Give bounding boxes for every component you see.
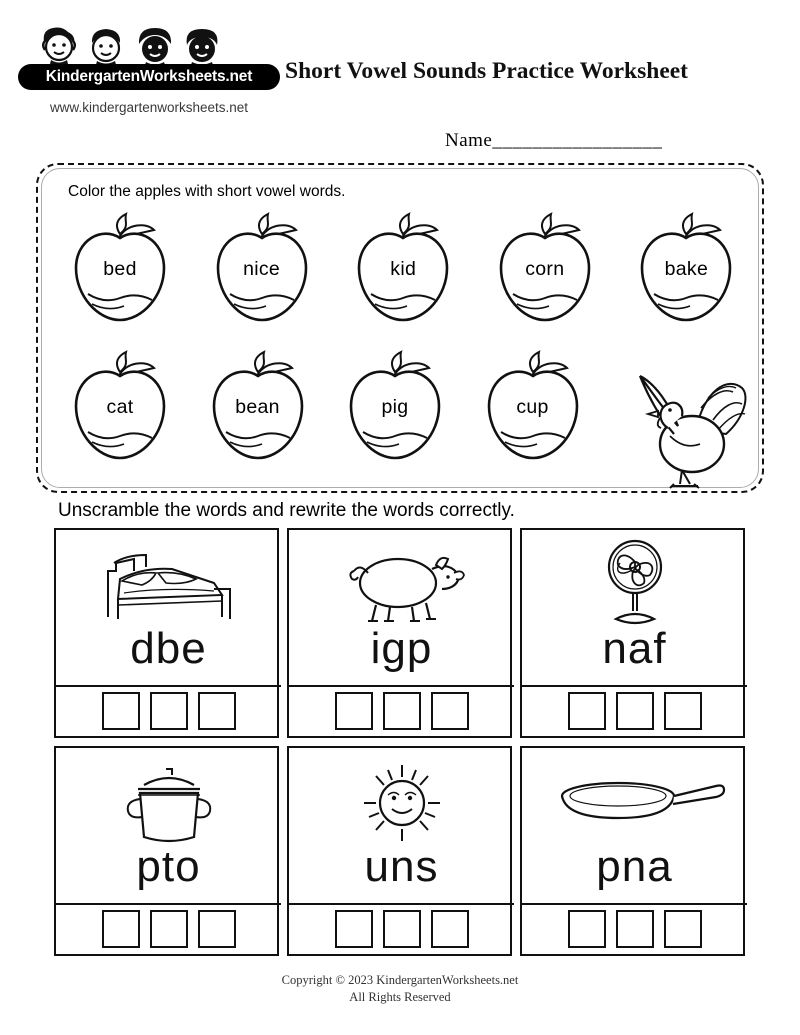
apple-row-2 [50, 348, 750, 498]
letter-box[interactable] [102, 692, 140, 730]
letter-box[interactable] [568, 692, 606, 730]
apple-item[interactable] [325, 348, 455, 476]
kid-face-icon-1 [38, 24, 82, 68]
unscramble-item [54, 528, 279, 738]
apple-item[interactable] [475, 210, 609, 338]
unscramble-row-2 [54, 746, 746, 956]
apple-item[interactable] [333, 210, 467, 338]
divider [56, 903, 281, 905]
letter-box[interactable] [150, 910, 188, 948]
fan-icon [522, 534, 747, 632]
apple-item[interactable] [463, 348, 593, 476]
apple-word: bed [103, 258, 137, 280]
apple-word: cup [516, 396, 549, 418]
apple-word: kid [390, 258, 417, 280]
apple-item[interactable] [50, 348, 180, 476]
letter-box[interactable] [616, 910, 654, 948]
letter-box[interactable] [431, 910, 469, 948]
kid-face-icon-2 [85, 24, 129, 68]
divider [522, 685, 747, 687]
apple-row-1 [50, 210, 750, 338]
letter-box[interactable] [102, 910, 140, 948]
letter-box[interactable] [383, 910, 421, 948]
name-field-label[interactable]: Name_________________ [445, 130, 663, 151]
copyright-text: Copyright © 2023 KindergartenWorksheets.net [281, 973, 519, 987]
rights-text: All Rights Reserved [349, 989, 451, 1004]
pot-icon [56, 752, 281, 850]
turkey-icon [600, 348, 750, 498]
unscramble-row-1 [54, 528, 746, 738]
apple-word: bean [235, 396, 280, 418]
answer-boxes[interactable] [522, 692, 747, 730]
sun-icon [289, 752, 514, 850]
logo-text: KindergartenWorksheets.net [45, 68, 253, 85]
answer-boxes[interactable] [56, 910, 281, 948]
scrambled-word: pna [596, 842, 673, 891]
letter-box[interactable] [568, 910, 606, 948]
letter-box[interactable] [335, 692, 373, 730]
letter-box[interactable] [335, 910, 373, 948]
site-logo[interactable] [18, 24, 280, 115]
divider [289, 685, 514, 687]
apple-item[interactable] [192, 210, 326, 338]
unscramble-item [54, 746, 279, 956]
instruction-color-apples: Color the apples with short vowel words. [68, 183, 346, 200]
logo-wordmark [18, 64, 280, 90]
letter-box[interactable] [150, 692, 188, 730]
kid-face-icon-3 [133, 24, 177, 68]
answer-boxes[interactable] [56, 692, 281, 730]
divider [289, 903, 514, 905]
apple-word: nice [243, 258, 281, 280]
scrambled-word: uns [364, 842, 439, 891]
page-title: Short Vowel Sounds Practice Worksheet [285, 58, 688, 84]
apple-item[interactable] [616, 210, 750, 338]
letter-box[interactable] [431, 692, 469, 730]
answer-boxes[interactable] [289, 692, 514, 730]
apple-word: cat [106, 396, 134, 418]
unscramble-item [287, 746, 512, 956]
pan-icon [522, 752, 747, 850]
bed-icon [56, 534, 281, 632]
unscramble-grid [54, 528, 746, 964]
letter-box[interactable] [198, 910, 236, 948]
apple-item[interactable] [50, 210, 184, 338]
unscramble-item [520, 746, 745, 956]
letter-box[interactable] [198, 692, 236, 730]
pig-icon [289, 534, 514, 632]
scrambled-word: igp [370, 624, 433, 673]
kid-face-icon-4 [180, 24, 224, 68]
apple-word: pig [381, 396, 409, 418]
unscramble-item [287, 528, 512, 738]
letter-box[interactable] [664, 692, 702, 730]
answer-boxes[interactable] [289, 910, 514, 948]
apple-item[interactable] [188, 348, 318, 476]
letter-box[interactable] [383, 692, 421, 730]
footer [0, 972, 800, 1006]
apple-grid [50, 210, 750, 508]
letter-box[interactable] [664, 910, 702, 948]
scrambled-word: dbe [130, 624, 207, 673]
divider [522, 903, 747, 905]
kids-illustration [30, 24, 280, 68]
letter-box[interactable] [616, 692, 654, 730]
unscramble-item [520, 528, 745, 738]
answer-boxes[interactable] [522, 910, 747, 948]
instruction-unscramble: Unscramble the words and rewrite the words correctly. [58, 500, 515, 521]
header [0, 18, 800, 151]
scrambled-word: pto [136, 842, 201, 891]
divider [56, 685, 281, 687]
site-url: www.kindergartenworksheets.net [49, 100, 249, 115]
apple-word: bake [664, 258, 709, 280]
scrambled-word: naf [602, 624, 667, 673]
apple-word: corn [525, 258, 565, 280]
